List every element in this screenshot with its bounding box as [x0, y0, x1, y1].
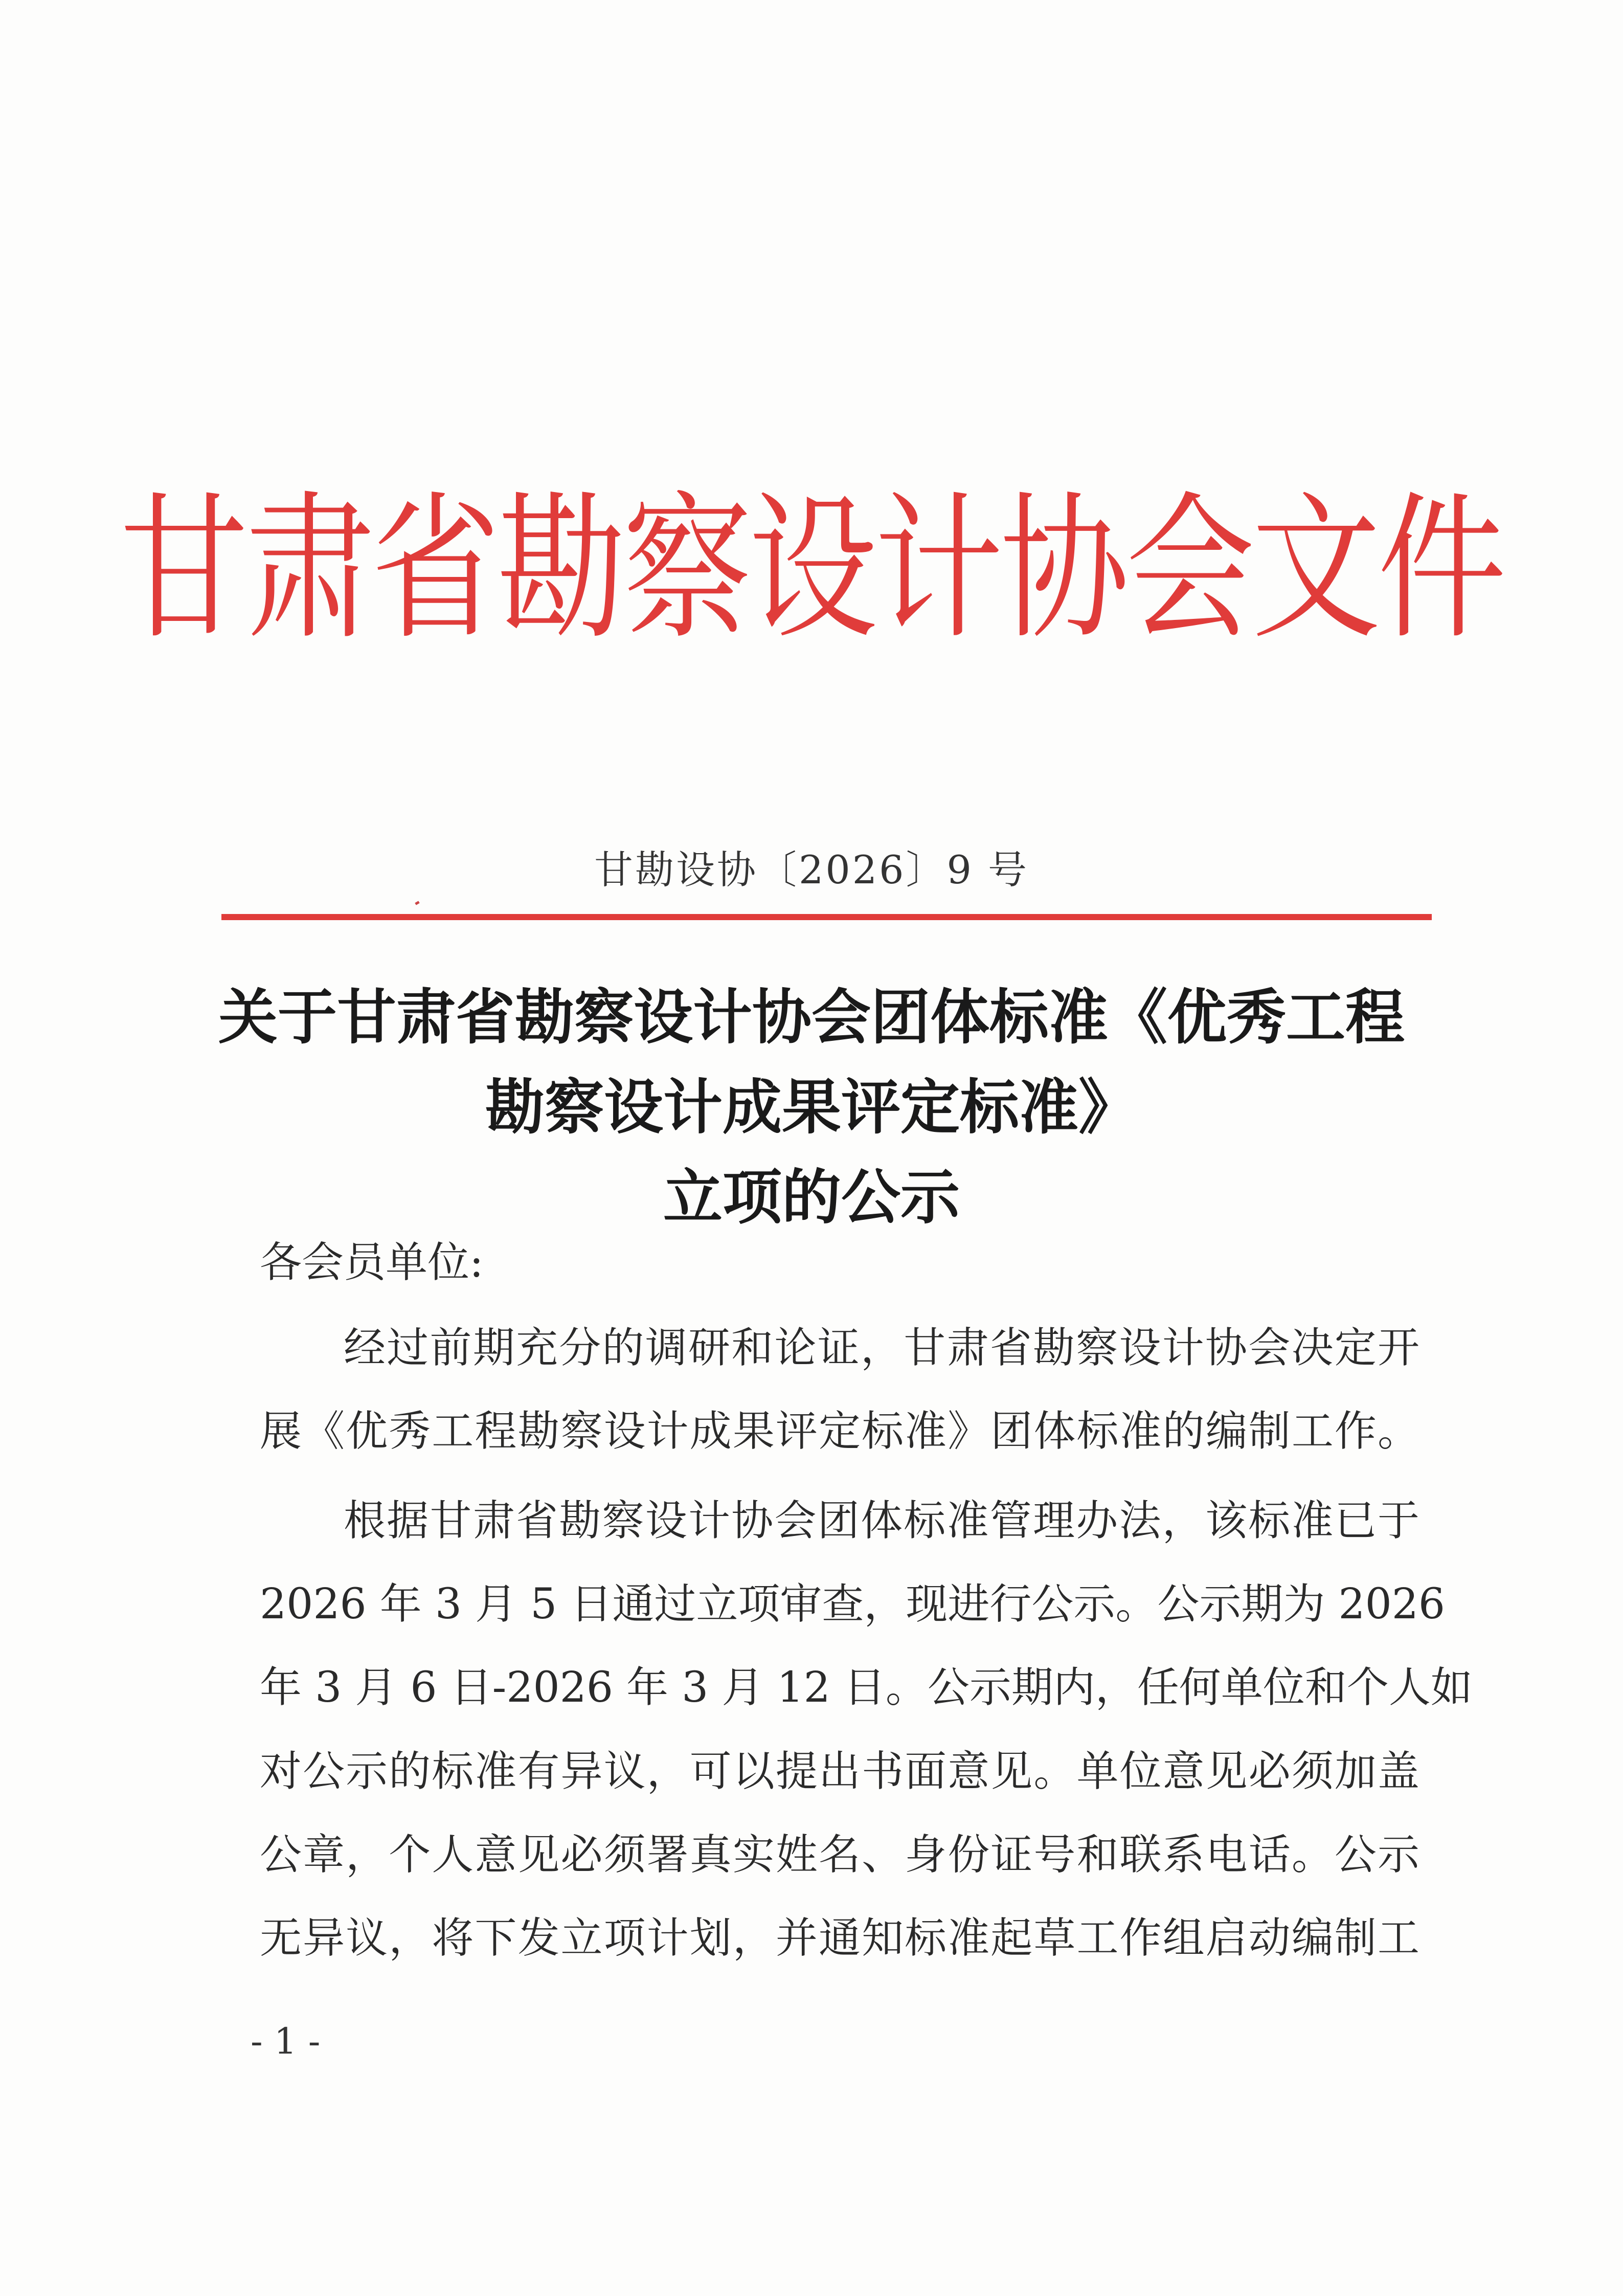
page-number: - 1 -	[251, 2020, 321, 2062]
body-line: 无异议，将下发立项计划，并通知标准起草工作组启动编制工	[260, 1914, 1419, 1963]
red-divider-line	[221, 914, 1432, 920]
organization-header: 甘肃省勘察设计协会文件	[119, 478, 1503, 661]
title-line-3: 立项的公示	[663, 1163, 960, 1232]
body-line: 对公示的标准有异议，可以提出书面意见。单位意见必须加盖	[260, 1747, 1419, 1796]
salutation: 各会员单位:	[260, 1238, 484, 1287]
body-line: 公章，个人意见必须署真实姓名、身份证号和联系电话。公示	[260, 1831, 1419, 1879]
body-line: 展《优秀工程勘察设计成果评定标准》团体标准的编制工作。	[260, 1407, 1419, 1456]
body-line: 2026 年 3 月 5 日通过立项审查，现进行公示。公示期为 2026	[260, 1580, 1446, 1629]
body-line: 经过前期充分的调研和论证，甘肃省勘察设计协会决定开	[344, 1324, 1419, 1372]
body-line: 根据甘肃省勘察设计协会团体标准管理办法，该标准已于	[344, 1497, 1419, 1545]
scan-speck	[415, 901, 419, 905]
document-number: 甘勘设协〔2026〕9 号	[594, 847, 1029, 893]
title-line-2: 勘察设计成果评定标准》	[485, 1073, 1138, 1142]
title-line-1: 关于甘肃省勘察设计协会团体标准《优秀工程	[218, 983, 1405, 1052]
body-line: 年 3 月 6 日-2026 年 3 月 12 日。公示期内，任何单位和个人如	[260, 1663, 1473, 1712]
